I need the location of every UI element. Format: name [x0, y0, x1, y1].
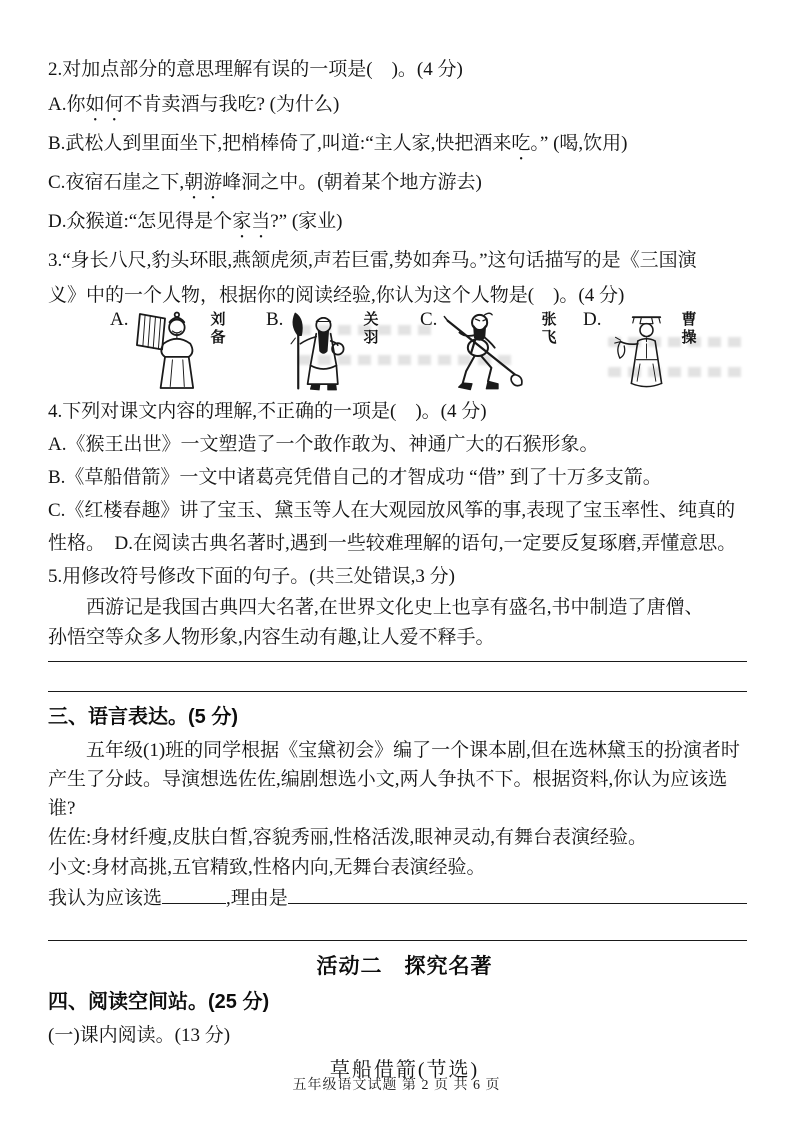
- option-label: C.: [420, 309, 438, 330]
- s3-xiaowen-profile: 小文:身材高挑,五官精致,性格内向,无舞台表演经验。: [48, 857, 486, 878]
- option-label: B.: [266, 309, 284, 330]
- q5-sentence-line1: 西游记是我国古典四大名著,在世界文化史上也享有盛名,书中制造了唐僧、: [86, 597, 704, 618]
- answer-blank-reason[interactable]: [288, 883, 747, 904]
- emphasized-text: 吃: [511, 133, 531, 154]
- option-label: A.: [110, 309, 129, 330]
- answer-line[interactable]: [48, 940, 747, 941]
- q4-stem: 4.下列对课文内容的理解,不正确的一项是( )。(4 分): [48, 401, 487, 422]
- q5-stem: 5.用修改符号修改下面的句子。(共三处错误,3 分): [48, 566, 455, 587]
- option-text: A.你: [48, 94, 86, 115]
- option-text: ?” (家业): [270, 211, 343, 232]
- q4-option-c-line1: C.《红楼春趣》讲了宝玉、黛玉等人在大观园放风筝的事,表现了宝玉率性、纯真的: [48, 500, 736, 521]
- q4-option-a: A.《猴王出世》一文塑造了一个敢作敢为、神通广大的石猴形象。: [48, 434, 599, 455]
- liubei-illustration: [131, 309, 205, 393]
- activity2-title: 活动二 探究名著: [316, 954, 493, 978]
- s3-intro-line3: 谁?: [48, 798, 76, 819]
- option-label: D.: [583, 309, 602, 330]
- q2-option-c: [48, 165, 761, 204]
- section4-heading: 四、阅读空间站。(25 分): [48, 990, 270, 1013]
- q3-figure-zhangfei: [420, 309, 558, 393]
- figure-name-label: 刘备: [208, 311, 225, 347]
- q2-option-a: [48, 87, 761, 126]
- figure-name-label: 张飞: [539, 311, 556, 347]
- answer-sentence-text: 我认为应该选: [48, 887, 163, 909]
- q3-stem-line1: 3.“身长八尺,豹头环眼,燕颔虎须,声若巨雷,势如奔马。”这句话描写的是《三国演: [48, 250, 697, 271]
- emphasized-text: 家当: [232, 211, 271, 232]
- q4-option-c-line2-and-d: 性格。 D.在阅读古典名著时,遇到一些较难理解的语句,一定要反复琢磨,弄懂意思。: [48, 533, 737, 554]
- s3-zuozuo-profile: 佐佐:身材纤瘦,皮肤白皙,容貌秀丽,性格活泼,眼神灵动,有舞台表演经验。: [48, 827, 648, 848]
- figure-name-label: 关羽: [361, 311, 378, 347]
- emphasized-text: 如何: [85, 94, 124, 115]
- answer-sentence-text: ,理由是: [226, 887, 288, 909]
- q5-sentence-line2: 孙悟空等众多人物形象,内容生动有趣,让人爱不释手。: [48, 627, 495, 648]
- s3-intro-line1: 五年级(1)班的同学根据《宝黛初会》编了一个课本剧,但在选林黛玉的扮演者时: [86, 740, 740, 761]
- answer-line[interactable]: [48, 691, 747, 692]
- page-footer: 五年级语文试题 第 2 页 共 6 页: [292, 1078, 501, 1093]
- q3-stem-line2: 义》中的一个人物，根据你的阅读经验,你认为这个人物是( )。(4 分): [48, 285, 625, 306]
- q3-figure-caocao: [583, 309, 698, 393]
- section3-heading: 三、语言表达。(5 分): [48, 706, 238, 728]
- option-text: D.众猴道:“怎见得是个: [48, 211, 233, 232]
- passage-title: 草船借箭(节选): [329, 1058, 480, 1081]
- option-text: 。” (喝,饮用): [530, 133, 628, 154]
- q3-figure-guanyu: [266, 309, 380, 393]
- q2-stem: 2.对加点部分的意思理解有误的一项是( )。(4 分): [48, 59, 463, 80]
- s3-intro-line2: 产生了分歧。导演想选佐佐,编剧想选小文,两人争执不下。根据资料,你认为应该选: [48, 769, 728, 790]
- option-text: 峰洞之中。(朝着某个地方游去): [222, 172, 482, 193]
- caocao-illustration: [604, 309, 676, 393]
- q4-option-b: B.《草船借箭》一文中诸葛亮凭借自己的才智成功 “借” 到了十万多支箭。: [48, 467, 662, 488]
- q3-figure-liubei: [110, 309, 227, 393]
- option-text: B.武松人到里面坐下,把梢棒倚了,叫道:“主人家,快把酒来: [48, 133, 512, 154]
- option-text: 不肯卖酒与我吃? (为什么): [123, 94, 340, 115]
- answer-line[interactable]: [48, 661, 747, 662]
- q3-figures: [48, 309, 761, 395]
- zhangfei-illustration: [440, 309, 536, 393]
- option-text: C.夜宿石崖之下,: [48, 172, 185, 193]
- emphasized-text: 朝游: [184, 172, 223, 193]
- figure-name-label: 曹操: [679, 311, 696, 347]
- answer-blank-who[interactable]: [162, 883, 226, 904]
- q2-option-d: [48, 204, 761, 243]
- guanyu-illustration: [286, 309, 358, 393]
- s3-answer-sentence: [48, 883, 761, 914]
- s4-sub-heading: (一)课内阅读。(13 分): [48, 1024, 231, 1046]
- q2-option-b: [48, 126, 761, 165]
